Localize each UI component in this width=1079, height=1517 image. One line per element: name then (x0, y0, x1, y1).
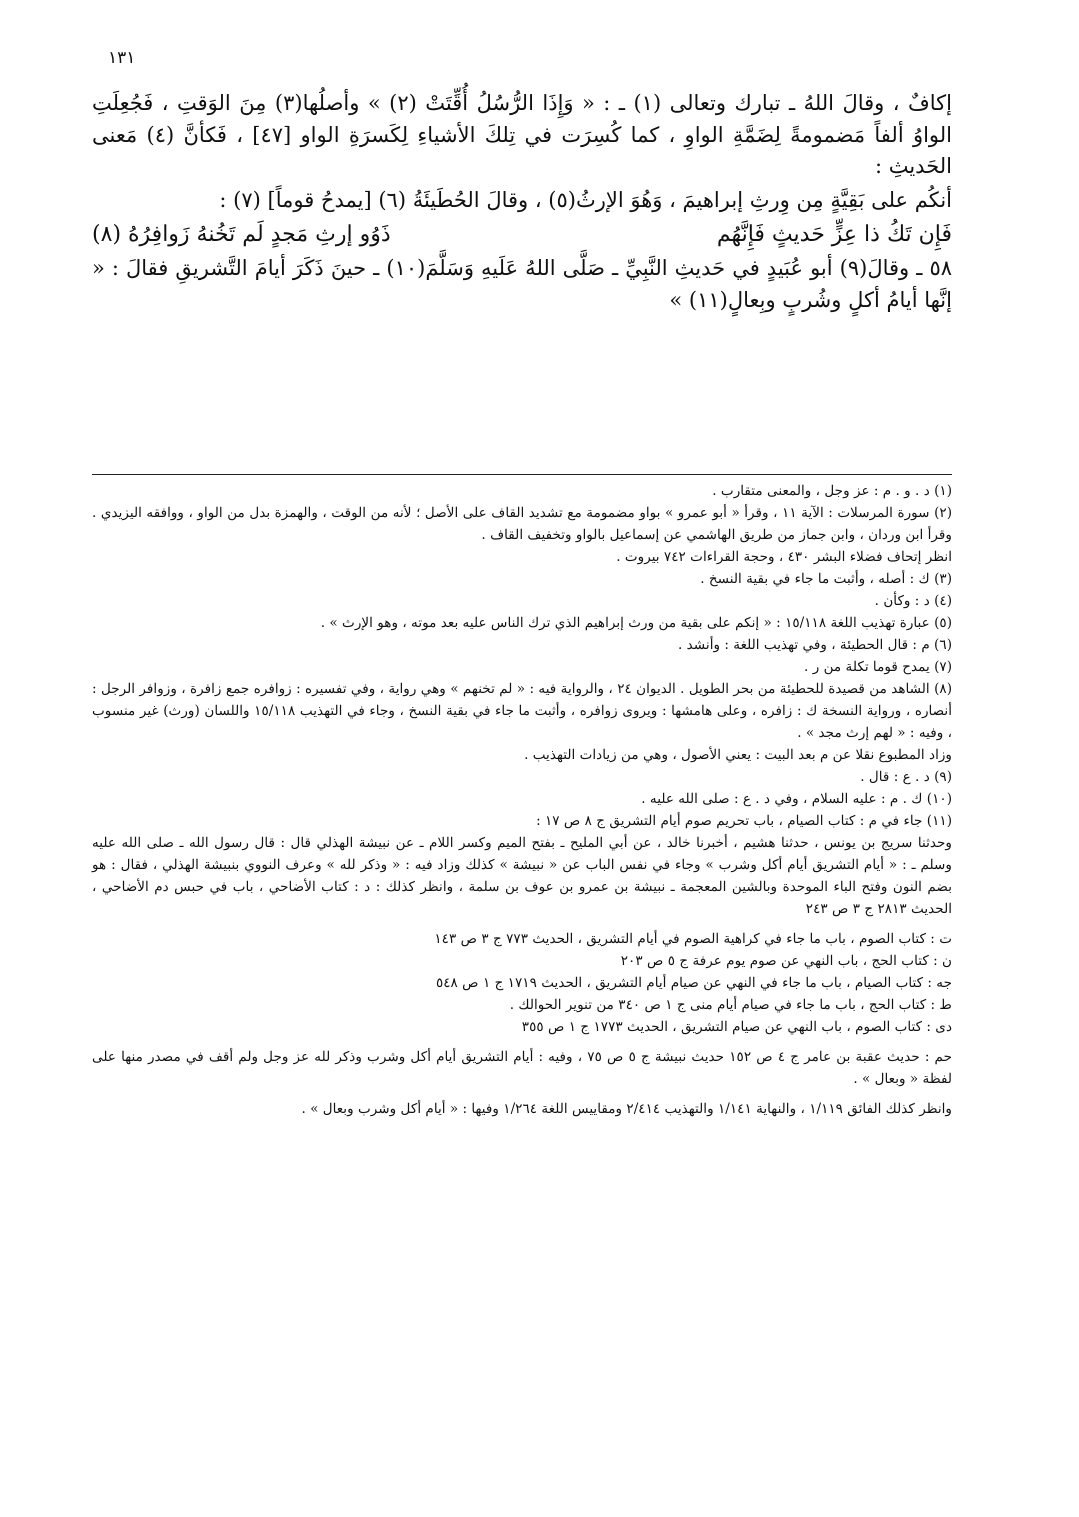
footnote: (٢) سورة المرسلات : الآية ١١ ، وقرأ « أبو عمرو » بواو مضمومة مع تشديد القاف على الأصل ؛ لأنه من الوقت ، والهمزة بدل من الواو ، ووافقه اليزيدي . وقرأ ابن وردان ، وابن جماز من طريق الهاشمي عن إسماعيل بالواو وتخفيف القاف . (92, 505, 953, 544)
page-number: ١٣١ (108, 48, 136, 68)
source-reference: دى : كتاب الصوم ، باب النهي عن صيام التشريق ، الحديث ١٧٧٣ ج ١ ص ٣٥٥ (521, 1019, 952, 1036)
footnote-separator (92, 474, 952, 475)
source-reference: ت : كتاب الصوم ، باب ما جاء في كراهية الصوم في أيام التشريق ، الحديث ٧٧٣ ج ٣ ص ١٤٣ (434, 931, 952, 948)
main-text (92, 88, 952, 318)
footnote: (٥) عبارة تهذيب اللغة ١٥/١١٨ : « إنكم على بقية من ورث إبراهيم الذي ترك الناس عليه بعد موته ، وهو الإرث » . (320, 615, 952, 632)
footnote: انظر إتحاف فضلاء البشر ٤٣٠ ، وحجة القراءات ٧٤٢ بيروت . (616, 549, 952, 566)
footnote: (٩) د . ع : قال . (860, 769, 952, 786)
footnote: (١٠) ك . م : عليه السلام ، وفي د . ع : صلى الله عليه . (641, 791, 952, 808)
verse-second-hemistich: ذَوُو إرثِ مَجدٍ لَم تَخُنهُ زَوافِرُهُ (٨) (92, 222, 391, 247)
source-reference: وانظر كذلك الفائق ١/١١٩ ، والنهاية ١/١٤١ والتهذيب ٢/٤١٤ ومقاييس اللغة ١/٢٦٤ وفيها : « أيام أكل وشرب وبعال » . (301, 1101, 952, 1118)
main-paragraph: ٥٨ ـ وقالَ(٩) أبو عُبَيدٍ في حَديثِ النَّبِيِّ ـ صَلَّى اللهُ عَلَيهِ وَسَلَّمَ(١٠) ـ حينَ ذَكَرَ أيامَ التَّشريقِ فقالَ : « إنَّها أيامُ أكلٍ وشُربٍ وبِعالٍ(١١) » (92, 256, 952, 312)
source-reference: جه : كتاب الصيام ، باب ما جاء في النهي عن صيام أيام التشريق ، الحديث ١٧١٩ ج ١ ص ٥٤٨ (435, 975, 952, 992)
footnote: (٦) م : قال الحطيئة ، وفي تهذيب اللغة : وأنشد . (678, 637, 952, 654)
verse-first-hemistich: فَإِن تَكُ ذا عِزٍّ حَديثٍ فَإِنَّهُم (716, 222, 952, 247)
footnote: (٧) يمدح قوما تكلة من ر . (804, 659, 952, 676)
footnote: وحدثنا سريج بن يونس ، حدثنا هشيم ، أخبرنا خالد ، عن أبي المليح ـ بفتح الميم وكسر اللام ـ عن نبيشة الهذلي قال : قال رسول الله ـ صلى الله عليه وسلم ـ : « أيام التشريق أيام أكل وشرب » وجاء في نفس الباب عن « نبيشة » كذلك وزاد فيه : « وذكر لله » وعرف النووي بنبيشة الهذلي ، فقال : هو بضم النون وفتح الباء الموحدة وبالشين المعجمة ـ نبيشة بن عمرو بن عوف بن سلمة ، وانظر كذلك : د : كتاب الأضاحي ، باب في حبس دم الأضاحي ، الحديث ٢٨١٣ ج ٣ ص ٢٤٣ (92, 835, 952, 918)
source-reference: حم : حديث عقبة بن عامر ج ٤ ص ١٥٢ حديث نبيشة ج ٥ ص ٧٥ ، وفيه : أيام التشريق أيام أكل وشرب وذكر لله عز وجل ولم أقف في مصدر منها على لفظة « وبعال » . (92, 1049, 953, 1088)
footnote: وزاد المطبوع نقلا عن م بعد البيت : يعني الأصول ، وهي من زيادات التهذيب . (524, 747, 952, 764)
source-reference: ن : كتاب الحج ، باب النهي عن صوم يوم عرفة ج ٥ ص ٢٠٣ (620, 953, 952, 970)
footnote: (٣) ك : أصله ، وأثبت ما جاء في بقية النسخ . (700, 571, 952, 588)
footnotes (92, 480, 952, 1120)
footnote: (٨) الشاهد من قصيدة للحطيئة من بحر الطويل . الديوان ٢٤ ، والرواية فيه : « لم تخنهم » وهي رواية ، وفي تفسيره : زوافره جمع زافرة ، وزوافر الرجل : أنصاره ، ورواية النسخة ك : زافره ، وعلى هامشها : ويروى زوافره ، وأثبت ما جاء في بقية النسخ ، وجاء في التهذيب ١٥/١١٨ واللسان (ورث) غير منسوب ، وفيه : « لهم إرث مجد » . (92, 681, 953, 742)
footnote: (١١) جاء في م : كتاب الصيام ، باب تحريم صوم أيام التشريق ج ٨ ص ١٧ : (536, 813, 952, 830)
source-reference: ط : كتاب الحج ، باب ما جاء في صيام أيام منى ج ١ ص ٣٤٠ من تنوير الحوالك . (509, 997, 952, 1014)
main-paragraph: إكافٌ ، وقالَ اللهُ ـ تبارك وتعالى (١) ـ : « وَإِذَا الرُّسُلُ أُقِّتَتْ (٢) » وأصلُها(٣) مِنَ الوَقتِ ، فَجُعِلَتِ الواوُ ألفاً مَضمومةً لِضَمَّةِ الواوِ ، كما كُسِرَت في تِلكَ الأشياءِ لِكَسرَةِ الواو [٤٧] ، فَكأنَّ (٤) مَعنى الحَديثِ : (92, 91, 953, 178)
main-paragraph: أنكُم على بَقِيَّةٍ مِن وِرثِ إبراهيمَ ، وَهُوَ الإرثُ(٥) ، وقالَ الحُطَيئَةُ (٦) [يمدحُ قوماً] (٧) : (219, 187, 952, 212)
footnote: (١) د . و . م : عز وجل ، والمعنى متقارب . (712, 483, 952, 499)
poetry-verse (92, 218, 952, 251)
footnote: (٤) د : وكأن . (874, 593, 952, 610)
